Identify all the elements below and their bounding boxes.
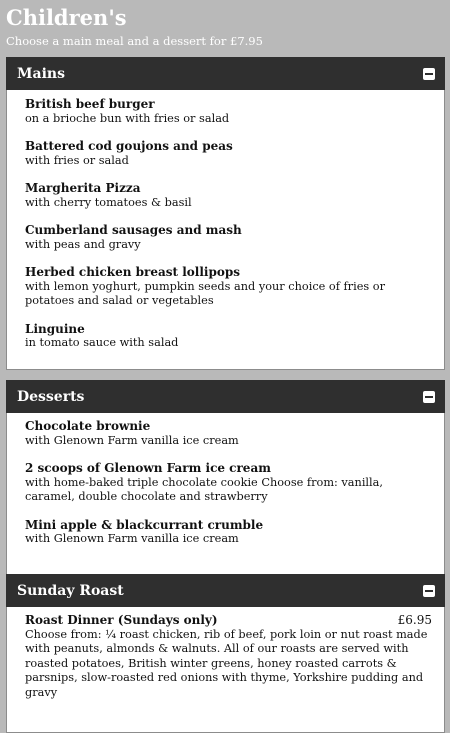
section-mains-header[interactable]	[6, 57, 445, 90]
collapse-icon[interactable]	[423, 68, 435, 80]
item-description: with Glenown Farm vanilla ice cream	[25, 532, 239, 545]
item-name: Linguine	[25, 321, 85, 336]
item-name: Roast Dinner (Sundays only)	[25, 613, 218, 627]
item-description: with home-baked triple chocolate cookie Choose from: vanilla, caramel, double chocolate and strawberry	[25, 475, 383, 503]
menu-item	[25, 223, 432, 252]
menu-item	[25, 97, 432, 126]
item-name: British beef burger	[25, 97, 155, 111]
menu-item	[25, 322, 432, 351]
menu-item	[25, 419, 432, 448]
item-name: Cumberland sausages and mash	[25, 223, 242, 237]
item-description: with fries or salad	[25, 153, 129, 167]
item-name: Herbed chicken breast lollipops	[25, 265, 241, 279]
item-description: with Glenown Farm vanilla ice cream	[25, 433, 239, 447]
menu-item	[25, 265, 432, 309]
page-title: Children's	[6, 5, 127, 30]
section-sunday-roast	[6, 574, 445, 733]
section-sunday-roast-body	[6, 607, 445, 733]
item-description: Choose from: ¼ roast chicken, rib of beef, pork loin or nut roast made with peanuts, almonds & walnuts. All of our roasts are served with roasted potatoes, British winter greens, honey roasted carrots & parsnips, slow-roasted red onions with thyme, Yorkshire pudding and gravy	[25, 627, 428, 699]
menu-item	[25, 461, 432, 505]
section-sunday-roast-header[interactable]	[6, 574, 445, 607]
item-description: on a brioche bun with fries or salad	[25, 111, 230, 125]
section-title: Mains	[17, 65, 65, 82]
item-description: with cherry tomatoes & basil	[25, 195, 192, 209]
section-desserts-body	[6, 413, 445, 596]
item-name: Battered cod goujons and peas	[25, 139, 233, 153]
section-desserts-header[interactable]	[6, 380, 445, 413]
item-description: with peas and gravy	[25, 237, 141, 251]
menu-item	[25, 181, 432, 210]
menu-item	[25, 139, 432, 168]
page-subtitle: Choose a main meal and a dessert for £7.95	[6, 34, 263, 48]
menu-item	[25, 613, 432, 700]
section-title: Desserts	[17, 388, 85, 405]
section-mains	[6, 57, 445, 370]
section-title: Sunday Roast	[17, 582, 124, 599]
item-name: Mini apple & blackcurrant crumble	[25, 517, 264, 532]
item-name: Margherita Pizza	[25, 181, 141, 195]
item-name: 2 scoops of Glenown Farm ice cream	[25, 461, 271, 475]
page-header	[0, 0, 450, 56]
item-description: with lemon yoghurt, pumpkin seeds and your choice of fries or potatoes and salad or vegetables	[25, 279, 385, 307]
collapse-icon[interactable]	[423, 585, 435, 597]
item-header-row	[25, 613, 432, 628]
collapse-icon[interactable]	[423, 391, 435, 403]
item-name: Chocolate brownie	[25, 419, 151, 433]
menu-item	[25, 518, 432, 547]
section-mains-body	[6, 90, 445, 370]
item-price: £6.95	[397, 613, 432, 627]
section-desserts	[6, 380, 445, 596]
item-description: in tomato sauce with salad	[25, 336, 179, 349]
